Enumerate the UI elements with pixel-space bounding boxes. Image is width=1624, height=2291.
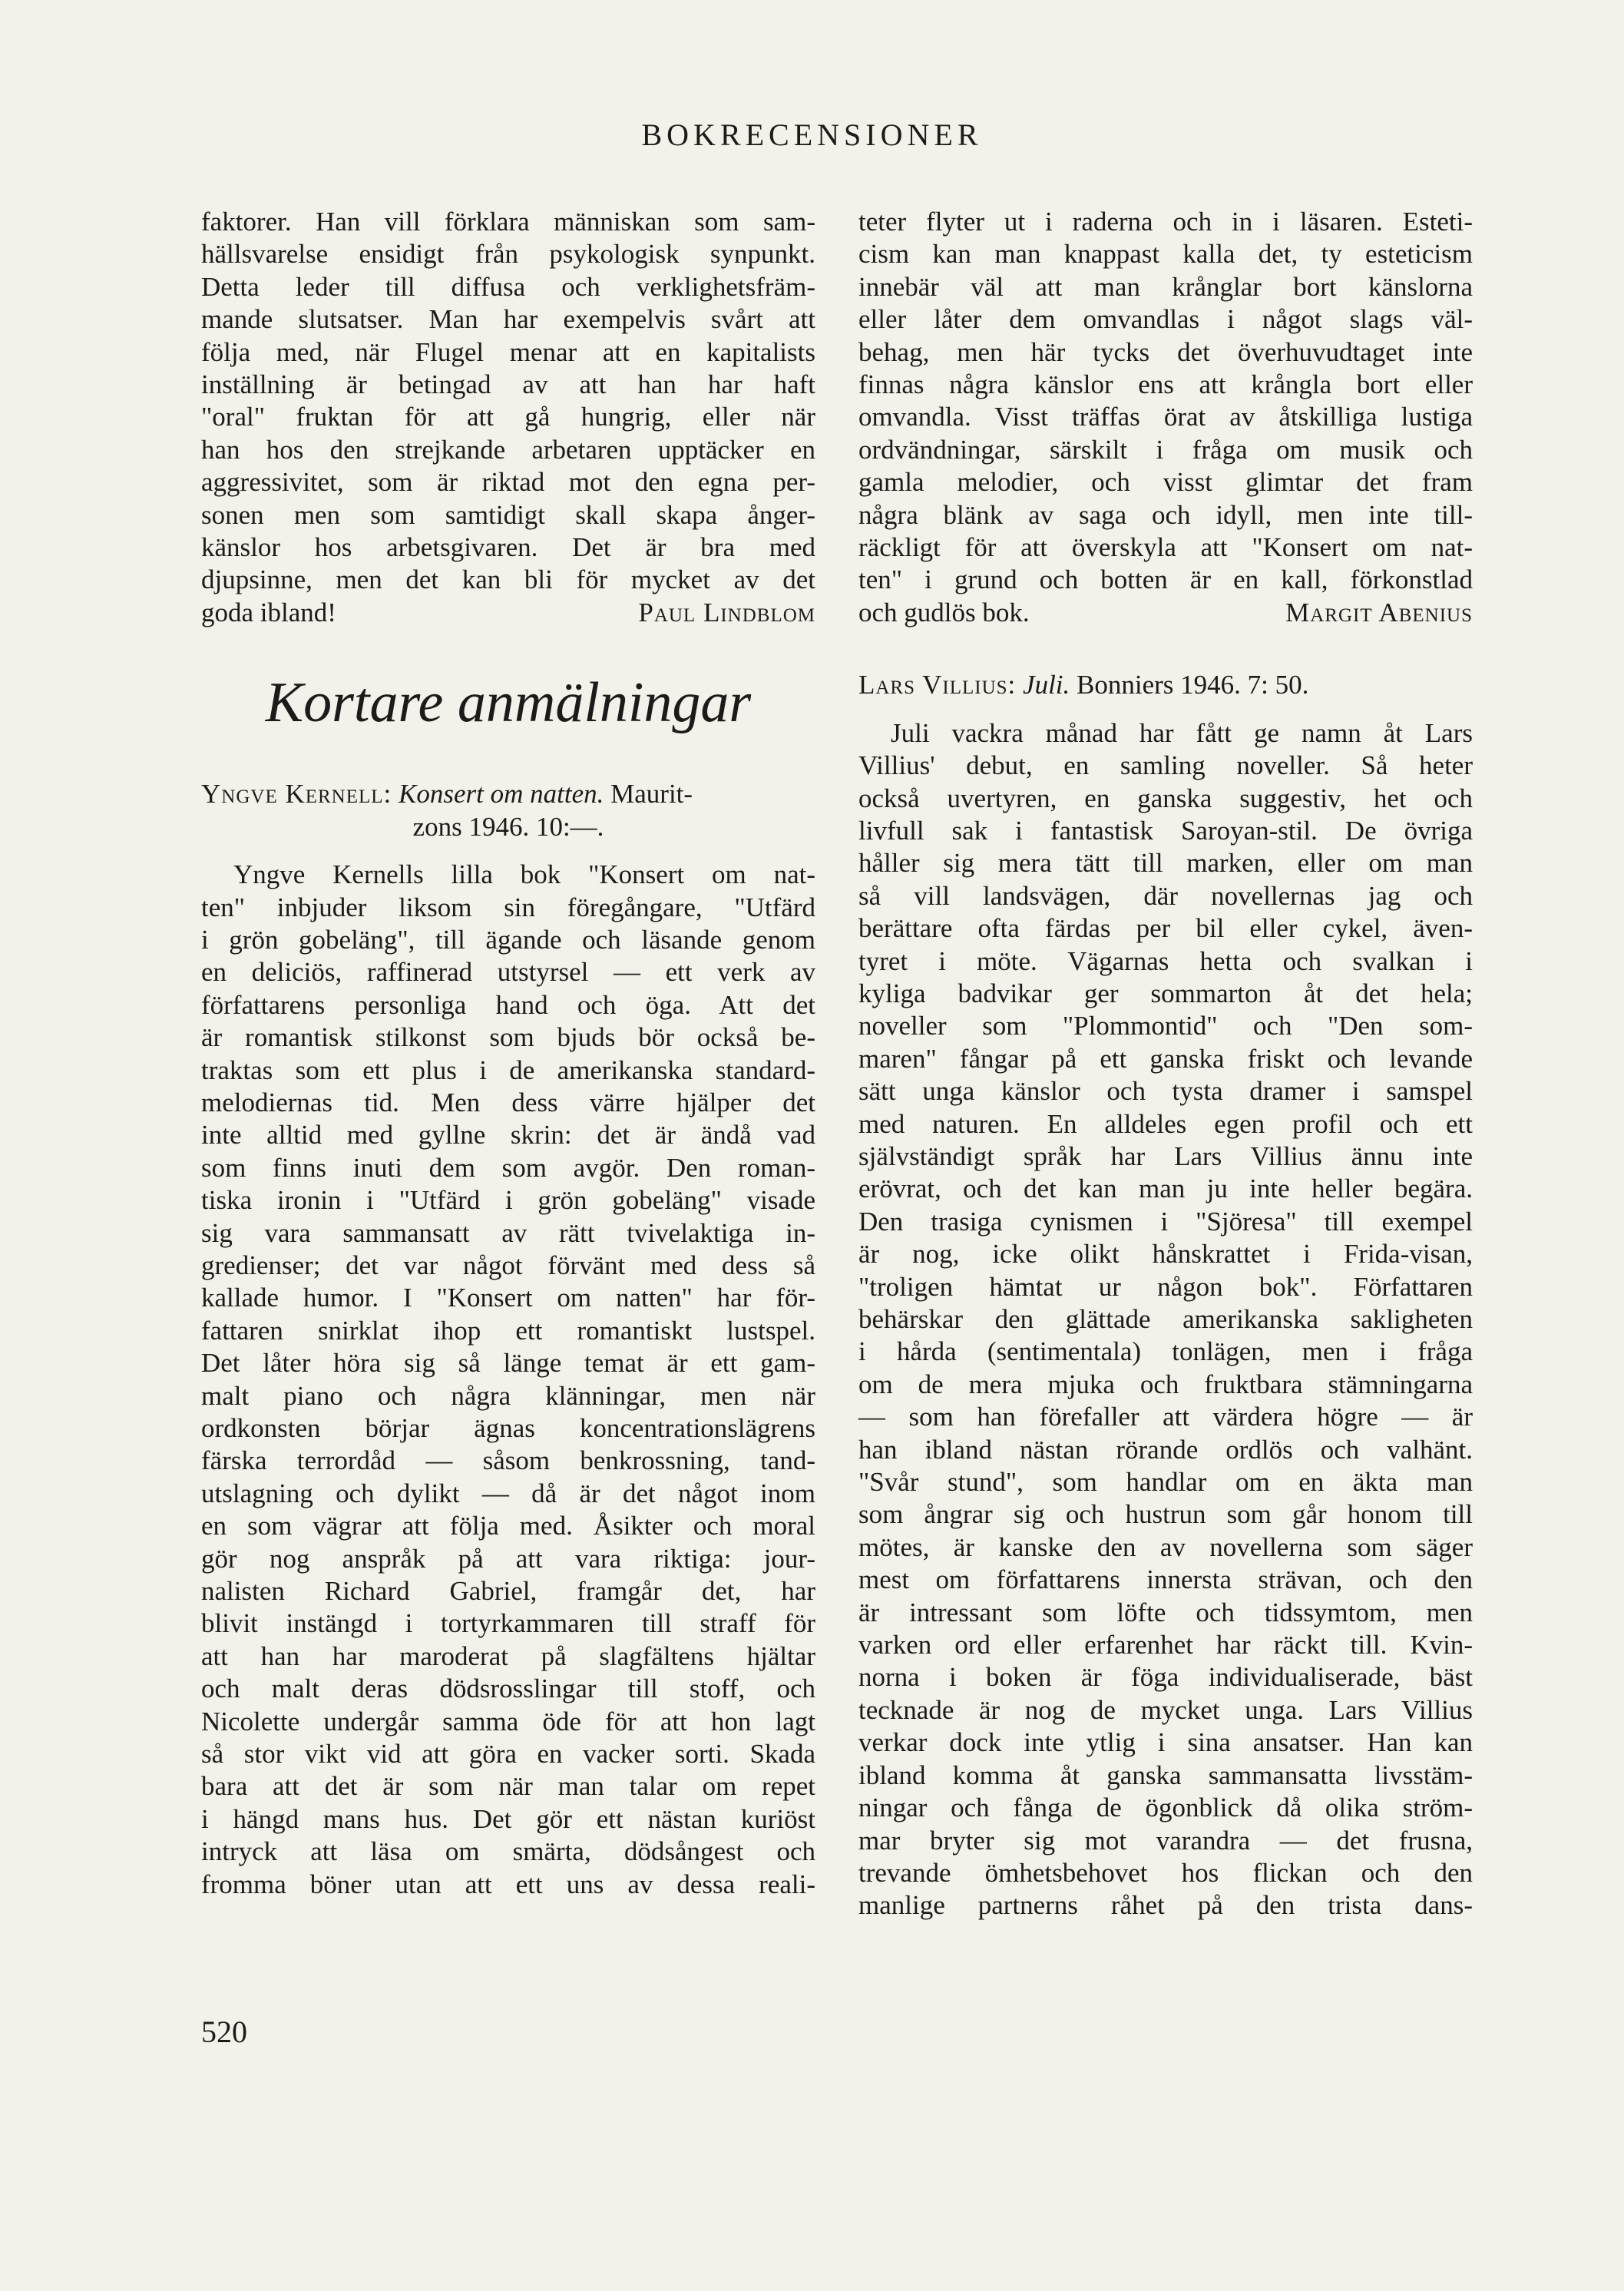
text-line: med naturen. En alldeles egen profil och ett [858,1108,1473,1139]
text-line: "Svår stund", som handlar om en äkta man [858,1467,1473,1498]
page-number: 520 [201,2015,247,2049]
text-line: malt piano och några klänningar, men när [201,1380,815,1411]
text-line: "troligen hämtat ur någon bok". Författaren [858,1271,1473,1302]
text-line: han hos den strejkande arbetaren upptäcker en [201,434,815,465]
text-line: utslagning och dylikt — då är det något inom [201,1478,815,1508]
text-line: sätt unga känslor och tysta dramer i samspel [858,1076,1473,1107]
text-line: fromma böner utan att ett uns av dessa reali- [201,1869,815,1899]
text-line: melodiernas tid. Men dess värre hjälper det [201,1087,815,1117]
text-line: följa med, när Flugel menar att en kapitalists [201,336,815,367]
text-line: att han har maroderat på slagfältens hjältar [201,1640,815,1671]
closing-line-right: och gudlös bok. [858,597,1030,627]
text-line: Den trasiga cynismen i "Sjöresa" till exempel [858,1206,1473,1237]
review-heading [201,778,815,843]
text-line: ten" i grund och botten är en kall, förkonstlad [858,564,1473,595]
text-line: eller låter dem omvandlas i något slags väl- [858,304,1473,335]
text-line: några blänk av saga och idyll, men inte till- [858,499,1473,530]
text-line: maren" fångar på ett ganska friskt och levande [858,1043,1473,1074]
text-line: mande slutsatser. Man har exempelvis svårt att [201,304,815,335]
text-line: innebär väl att man krånglar bort känslorna [858,271,1473,302]
review-publisher: Maurit- [604,779,693,809]
text-line: om de mera mjuka och fruktbara stämningarna [858,1369,1473,1399]
text-line: en som vägrar att följa med. Åsikter och moral [201,1511,815,1541]
text-line: bara att det är som när man talar om repet [201,1771,815,1802]
text-line: sonen men som samtidigt skall skapa ånger- [201,499,815,530]
text-line: Nicolette undergår samma öde för att hon lagt [201,1706,815,1736]
text-line: ten" inbjuder liksom sin föregångare, "Utfärd [201,892,815,922]
text-line: Juli vackra månad har fått ge namn åt Lars [891,717,1473,748]
text-line: mar bryter sig mot varandra — det frusna, [858,1825,1473,1856]
text-line: norna i boken är föga individualiserade, bäst [858,1662,1473,1693]
text-line: noveller som "Plommontid" och "Den som- [858,1011,1473,1041]
text-line: tiska ironin i "Utfärd i grön gobeläng" visade [201,1185,815,1216]
text-line: Detta leder till diffusa och verklighetsfräm- [201,271,815,302]
text-line: gamla melodier, och visst glimtar det fram [858,467,1473,498]
text-line: i hängd mans hus. Det gör ett nästan kuriöst [201,1803,815,1834]
review-body [201,859,815,1901]
text-line: färska terrordåd — såsom benkrossning, tand- [201,1445,815,1476]
text-line: teter flyter ut i raderna och in i läsaren. Esteti- [858,207,1473,237]
text-line: som finns inuti dem som avgör. Den roman- [201,1152,815,1183]
reviewer-signature: Paul Lindblom [638,597,815,627]
text-line: kallade humor. I "Konsert om natten" har för- [201,1283,815,1313]
reviewer-signature-right: Margit Abenius [1285,597,1473,627]
review-book-title: Konsert om natten. [399,779,604,809]
text-line: djupsinne, men det kan bli för mycket av det [201,564,815,595]
text-line: — som han förefaller att värdera högre — är [858,1402,1473,1432]
review-publisher-cont: zons 1946. 10:—. [412,811,604,842]
text-line: sig vara sammansatt av rätt tvivelaktiga in- [201,1217,815,1248]
text-line: omvandla. Visst träffas örat av åtskilliga lustiga [858,402,1473,432]
left-column [201,206,815,1901]
text-line: "oral" fruktan för att gå hungrig, eller när [201,402,815,432]
text-line: trevande ömhetsbehovet hos flickan och den [858,1857,1473,1888]
text-line: tyret i möte. Vägarnas hetta och svalkan i [858,945,1473,976]
text-line: som ångrar sig och hustrun som går honom till [858,1499,1473,1530]
text-line: kyliga badvikar ger sommarton åt det hela; [858,978,1473,1008]
review-author-right: Lars Villius: [858,670,1017,700]
text-line: intryck att läsa om smärta, dödsångest och [201,1836,815,1867]
text-line: hällsvarelse ensidigt från psykologisk synpunkt. [201,239,815,270]
text-line: inte alltid med gyllne skrin: det är ändå vad [201,1120,815,1150]
text-line: är intressant som löfte och tidssymtom, men [858,1597,1473,1627]
previous-review-continuation-right [858,206,1473,597]
text-line: ordvändningar, särskilt i fråga om musik och [858,434,1473,465]
text-line: cism kan man knappast kalla det, ty esteticism [858,239,1473,270]
text-line: berättare ofta färdas per bil eller cykel, även- [858,913,1473,944]
text-line: finnas några känslor ens att krångla bort eller [858,369,1473,400]
text-line: Villius' debut, en samling noveller. Så heter [858,750,1473,781]
text-line: Det låter höra sig så länge temat är ett gam- [201,1348,815,1379]
text-line: också uvertyren, en ganska suggestiv, het och [858,783,1473,813]
section-title: Kortare anmälningar [265,671,752,735]
text-line: mest om författarens innersta strävan, och den [858,1564,1473,1595]
text-line: gredienser; det var något förvänt med dess så [201,1250,815,1280]
review-author: Yngve Kernell: [201,779,392,809]
text-line: blivit instängd i tortyrkammaren till straff för [201,1608,815,1639]
text-line: så stor vikt vid att göra en vacker sorti. Skada [201,1739,815,1770]
text-line: verkar dock inte ytlig i sina ansatser. Han kan [858,1727,1473,1758]
text-line: tecknade är nog de mycket unga. Lars Villius [858,1694,1473,1725]
right-column [858,206,1473,1922]
text-line: nalisten Richard Gabriel, framgår det, har [201,1576,815,1607]
text-line: ningar och fånga de ögonblick då olika ström- [858,1793,1473,1823]
text-line: behag, men här tycks det överhuvudtaget inte [858,336,1473,367]
review-heading-right [858,669,1473,701]
text-line: mötes, är kanske den av novellerna som säger [858,1531,1473,1562]
text-line: gör nog anspråk på att vara riktiga: jour- [201,1543,815,1574]
review-book-title-right: Juli. [1023,670,1070,700]
text-line: han ibland nästan rörande ordlös och valhänt. [858,1434,1473,1465]
closing-line: goda ibland! [201,597,336,627]
text-line: behärskar den glättade amerikanska sakligheten [858,1304,1473,1334]
text-line: varken ord eller erfarenhet har räckt till. Kvin- [858,1630,1473,1660]
text-line: känslor hos arbetsgivaren. Det är bra med [201,532,815,563]
running-head: BOKRECENSIONER [641,118,983,152]
text-line: självständigt språk har Lars Villius ännu inte [858,1141,1473,1171]
text-line: i grön gobeläng", till ägande och läsande genom [201,924,815,955]
review-publisher-right: Bonniers 1946. 7: 50. [1070,670,1309,700]
text-line: inställning är betingad av att han har haft [201,369,815,400]
text-line: och malt deras dödsrosslingar till stoff, och [201,1674,815,1704]
text-line: håller sig mera tätt till marken, eller om man [858,848,1473,879]
text-line: i hårda (sentimentala) tonlägen, men i fråga [858,1336,1473,1367]
text-line: fattaren snirklat ihop ett romantiskt lustspel. [201,1315,815,1346]
text-line: ordkonsten börjar ägnas koncentrationslägrens [201,1413,815,1443]
text-line: traktas som ett plus i de amerikanska standard- [201,1054,815,1085]
review-body-right [858,717,1473,1922]
text-line: en deliciös, raffinerad utstyrsel — ett verk av [201,957,815,988]
previous-review-continuation [201,206,815,597]
text-line: erövrat, och det kan man ju inte heller begära. [858,1174,1473,1204]
text-line: författarens personliga hand och öga. Att det [201,989,815,1020]
text-line: räckligt för att överskyla att "Konsert om nat- [858,532,1473,563]
text-line: faktorer. Han vill förklara människan som sam- [201,207,815,237]
text-line: livfull sak i fantastisk Saroyan-stil. De övriga [858,815,1473,846]
previous-review-signature-line-right [858,597,1473,629]
text-line: är nog, icke olikt hånskrattet i Frida-visan, [858,1239,1473,1270]
text-line: ibland komma åt ganska sammansatta livsstäm- [858,1760,1473,1790]
text-line: manlige partnerns råhet på den trista dans- [858,1890,1473,1921]
text-line: är romantisk stilkonst som bjuds bör också be- [201,1022,815,1053]
text-line: så vill landsvägen, där novellernas jag och [858,880,1473,911]
previous-review-signature-line [201,597,815,629]
text-line: Yngve Kernells lilla bok "Konsert om nat- [233,859,815,890]
text-line: aggressivitet, som är riktad mot den egna per- [201,467,815,498]
